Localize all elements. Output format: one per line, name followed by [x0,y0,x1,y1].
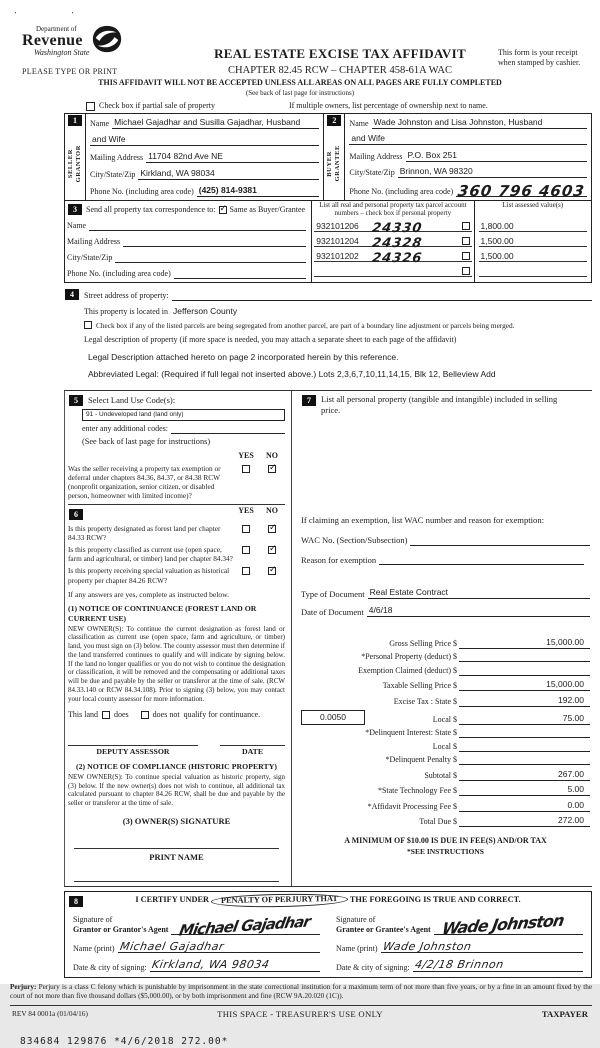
please-type-or-print: PLEASE TYPE OR PRINT [22,67,118,76]
personal-property-checkbox-4[interactable] [462,267,470,275]
forest-no-checkbox[interactable] [268,525,276,533]
seller-city-label: City/State/Zip [90,170,136,180]
additional-codes-field[interactable] [171,425,285,434]
left-column [64,391,292,886]
form-revision-number: REV 84 0001a (01/04/16) [12,1009,88,1019]
does-checkbox[interactable] [102,711,110,719]
personal-property-checkbox-1[interactable] [462,222,470,230]
check-mark: ✓ [219,203,228,214]
corr-city-label: City/State/Zip [67,253,113,263]
excise-tax-state-field[interactable]: 192.00 [459,695,590,707]
perjury-notice: Perjury: Perjury is a class C felony which is punishable by imprisonment in the state correctional institution for a maximum term of not more than five years, or by a fine in an amount fixed by the court of not more than five thousand dollars ($5,000.00), or by both imprisonment and fine (RCW 9A.20.020 (1C)). [10,983,592,1006]
certification-section [64,891,592,978]
corr-phone-label: Phone No. (including area code) [67,269,171,279]
deputy-assessor-label: DEPUTY ASSESSOR [96,747,170,757]
logo-department-of: Department of [36,25,77,33]
deputy-assessor-row [68,736,285,757]
section-6-number: 6 [69,509,83,520]
assessed-value-row[interactable]: 1,500.00 [479,247,587,262]
check-mark: ✓ [269,523,277,534]
partial-sale-label: Check box if partial sale of property [99,101,215,111]
continuance-qualify-row: This land does does not qualify for continuance. [68,710,261,720]
money-row-subtotal: Subtotal $ 267.00 [301,769,590,781]
section-8-number: 8 [69,896,83,907]
exemption-question-row [68,464,285,500]
cashier-stamp: 834684 129876 *4/6/2018 272.00* [20,1036,229,1048]
section-2-number: 2 [327,115,341,126]
land-use-select[interactable]: 91 - Undeveloped land (land only) [82,409,285,421]
grantor-signature: Michael Gajadhar [178,912,312,940]
buyer-city-label: City/State/Zip [349,167,395,177]
document-date-label: Date of Document [301,606,364,617]
segregated-label: Check box if any of the listed parcels are being segregated from another parcel, are part of a boundary line adjustment or parcels being merged. [96,320,515,330]
wac-number-label: WAC No. (Section/Subsection) [301,535,408,546]
seller-grantor-side-label: SELLER GRANTOR [66,144,82,183]
grantee-signature-field[interactable] [434,910,583,939]
parcel-row: 932101204 24328 [314,232,471,247]
exemption-reason-field[interactable] [379,556,584,565]
total-due-field[interactable]: 272.00 [459,815,590,827]
if-yes-note: If any answers are yes, complete as instructed below. [68,589,230,599]
personal-property-note: List all personal property (tangible and intangible) included in selling price. [321,394,558,415]
money-row-delinquent-penalty: *Delinquent Penalty $ [301,755,590,765]
money-row-taxable: Taxable Selling Price $ 15,000.00 [301,679,590,691]
receipt-note: This form is your receipt when stamped by cashier. [498,48,581,68]
exemption-yes-checkbox[interactable] [242,465,250,473]
scan-artifact-dots: ‧ ‧ [14,8,100,18]
handwritten-parcel: 24326 [371,250,424,266]
subtotal-field[interactable]: 267.00 [459,769,590,781]
certify-statement: I CERTIFY UNDER PENALTY OF PERJURY THAT THE FOREGOING IS TRUE AND CORRECT. [73,894,583,907]
send-correspondence-label: Send all property tax correspondence to: [86,204,216,214]
corr-mailing-field[interactable] [123,238,306,247]
grantor-date-city-field[interactable]: Kirkland, WA 98034 [150,957,320,972]
grantee-signature: Wade Johnston [440,910,565,939]
seller-phone-label: Phone No. (including area code) [90,187,194,197]
does-not-checkbox[interactable] [141,711,149,719]
delinquent-penalty-field[interactable] [459,755,590,765]
see-back-instructions: (See back of last page for instructions) [82,437,211,447]
street-address-label: Street address of property: [84,291,169,301]
handwritten-parcel: 24328 [371,235,424,251]
parties-box [64,113,592,283]
historic-yes-checkbox[interactable] [242,567,250,575]
historic-no-checkbox[interactable] [268,567,276,575]
treasurer-use-label: THIS SPACE - TREASURER'S USE ONLY [217,1009,383,1020]
parcel-header: List all real and personal property tax parcel account numbers – check box if personal property [319,201,467,218]
exemption-question: Was the seller receiving a property tax exemption or deferral under chapters 84.36, 84.37, or 84.38 RCW (nonprofit organization, senior citizen, or disabled person, homeowner with limited income)? [68,463,221,500]
buyer-grantee-side-label: BUYER GRANTEE [326,145,342,182]
state-technology-fee-field[interactable]: 5.00 [459,784,590,796]
multiple-owners-note: If multiple owners, list percentage of ownership next to name. [288,101,488,111]
yes-no-header: YES NO [238,506,278,516]
seller-name-field[interactable]: Michael Gajadhar and Susilla Gajadhar, Husband [112,117,319,129]
delinquent-interest-state-field[interactable] [459,728,590,738]
taxable-selling-price-field[interactable]: 15,000.00 [459,679,590,691]
land-use-section [68,394,285,500]
exemption-no-checkbox[interactable] [268,462,277,473]
see-instructions-note: *SEE INSTRUCTIONS [407,847,484,857]
tax-correspondence-section [65,201,312,282]
seller-mailing-field[interactable]: 11704 82nd Ave NE [146,151,319,163]
money-row-exemption: Exemption Claimed (deduct) $ [301,666,590,676]
buyer-mailing-label: Mailing Address [349,151,403,161]
money-row-personal-property: *Personal Property (deduct) $ [301,652,590,662]
grantee-name-field[interactable]: Wade Johnston [381,939,583,954]
grantee-signature-block: Signature of Grantee or Grantee's Agent Wade Johnston Name (print) Wade Johnston Date & city of signing: 4/2/18 Brinnon [336,911,583,972]
assessed-values-header: List assessed value(s) [502,201,564,210]
personal-property-checkbox-3[interactable] [462,252,470,260]
seller-name-label: Name [90,119,110,129]
dor-swirl-icon [91,24,123,54]
corr-name-field[interactable] [89,222,306,231]
wac-number-field[interactable] [410,537,590,546]
grantor-name-field[interactable]: Michael Gajadhar [118,939,320,954]
buyer-name-label: Name [349,119,369,129]
additional-codes-label: enter any additional codes: [82,424,168,434]
print-name-field[interactable] [74,881,279,882]
seller-name-field-line2[interactable]: and Wife [90,134,319,146]
grantor-signature-field[interactable] [171,912,320,940]
form-title: REAL ESTATE EXCISE TAX AFFIDAVIT [214,46,466,61]
money-row-excise-local: 0.0050 Local $ 75.00 [301,710,590,725]
grantor-signature-block: Signature of Grantor or Grantor's Agent Michael Gajadhar Name (print) Michael Gajadhar Date & city of signing: Kirkland, WA 98034 [73,911,320,972]
section-7-number: 7 [302,395,316,406]
deputy-assessor-date-field[interactable] [220,736,285,746]
section-3-number: 3 [68,204,82,215]
parcel-row: 932101202 24326 [314,247,471,262]
legal-description-value[interactable]: Legal Description attached hereto on page 2 incorporated herein by this reference. [88,351,399,362]
same-as-buyer-label: Same as Buyer/Grantee [229,204,306,214]
corr-mailing-label: Mailing Address [67,237,121,247]
buyer-city-field[interactable]: Brinnon, WA 98320 [398,166,587,178]
land-use-title: Select Land Use Code(s): [88,395,176,406]
deputy-assessor-signature-field[interactable] [68,736,198,746]
partial-sale-checkbox[interactable] [86,102,95,111]
form-footer [12,1009,588,1020]
parcel-row: 932101206 24330 [314,217,471,232]
money-row-processing-fee: *Affidavit Processing Fee $ 0.00 [301,800,590,812]
acceptance-warning: THIS AFFIDAVIT WILL NOT BE ACCEPTED UNLESS ALL AREAS ON ALL PAGES ARE FULLY COMPLETED [98,78,502,88]
money-row-delinquent-interest-local: Local $ [301,742,590,752]
assessed-value-row[interactable] [479,262,587,277]
grantee-date-city-label: Date & city of signing: [336,962,410,972]
buyer-section [324,114,591,200]
minimum-fee-note: A MINIMUM OF $10.00 IS DUE IN FEE(S) AND/OR TAX [344,836,547,846]
delinquent-interest-local-field[interactable] [459,742,590,752]
exemption-reason-label: Reason for exemption [301,554,377,565]
current-use-question-row: Is this property classified as current use (open space, farm and agricultural, or timber) land per chapter 84.34? ✓ [68,544,277,564]
seller-phone-field[interactable]: (425) 814-9381 [197,185,320,197]
dor-logo-block [22,26,182,77]
notice-continuance-title: (1) NOTICE OF CONTINUANCE (FOREST LAND OR CURRENT USE) [68,604,257,623]
handwritten-parcel: 24330 [371,220,424,236]
corr-city-field[interactable] [115,254,306,263]
local-rate-box[interactable]: 0.0050 [301,710,365,725]
ink-oval: PENALTY OF PERJURY THAT [211,893,348,909]
exemption-claimed-field[interactable] [459,666,590,676]
current-use-yes-checkbox[interactable] [242,546,250,554]
grantee-name-label: Name (print) [336,943,378,953]
excise-tax-local-field[interactable]: 75.00 [459,713,590,725]
street-address-field[interactable] [172,292,592,301]
seller-section [65,114,324,200]
logo-revenue: Revenue [22,32,83,49]
check-mark: ✓ [269,544,277,555]
tax-computation-section [292,391,592,886]
corr-phone-field[interactable] [174,270,306,279]
money-row-excise-state: Excise Tax : State $ 192.00 [301,695,590,707]
property-location-section [64,288,592,380]
legal-description-label: Legal description of property (if more space is needed, you may attach a separate sheet to each page of the affidavit) [84,334,457,344]
logo-washington-state: Washington State [34,48,90,57]
middle-columns [64,390,592,887]
assessed-value-row[interactable]: 1,800.00 [479,217,587,232]
segregated-checkbox[interactable] [84,321,92,329]
buyer-mailing-field[interactable]: P.O. Box 251 [406,150,587,162]
dor-logo [22,26,182,57]
notice-compliance-body: NEW OWNER(S): To continue special valuation as historic property, sign (3) below. If the new owner(s) does not wish to continue, all additional tax calculated pursuant to chapter 84.26 RCW, shall be due and payable by the seller or transferor at the time of sale. [68,772,285,808]
grantor-date-city-label: Date & city of signing: [73,962,147,972]
current-use-no-checkbox[interactable] [268,546,276,554]
exemption-claim-note: If claiming an exemption, list WAC number and reason for exemption: [301,515,545,526]
date-label: DATE [241,747,264,757]
money-row-delinquent-interest-state: *Delinquent Interest: State $ [301,728,590,738]
money-row-total-due: Total Due $ 272.00 [301,815,590,827]
section-1-number: 1 [68,115,82,126]
grantee-date-city-field[interactable]: 4/2/18 Brinnon [413,957,583,972]
document-type-field[interactable]: Real Estate Contract [368,587,590,599]
owners-signature-label: (3) OWNER(S) SIGNATURE [122,815,231,826]
taxpayer-copy-label: TAXPAYER [541,1009,588,1020]
affidavit-processing-fee-field[interactable]: 0.00 [459,800,590,812]
money-row-gross: Gross Selling Price $ 15,000.00 [301,637,590,649]
owners-signature-field[interactable] [74,848,279,849]
classification-section [68,504,285,882]
located-in-value[interactable]: Jefferson County [172,306,238,317]
historic-question-row: Is this property receiving special valuation as historical property per chapter 84.26 RCW? ✓ [68,565,277,585]
corr-name-label: Name [67,221,87,231]
notice-compliance-title: (2) NOTICE OF COMPLIANCE (HISTORIC PROPERTY) [76,762,277,772]
document-type-label: Type of Document [301,588,365,599]
personal-property-checkbox-2[interactable] [462,237,470,245]
document-date-field[interactable]: 4/6/18 [367,605,590,617]
see-back-note: (See back of last page for instructions) [245,89,355,98]
check-mark: ✓ [269,565,277,576]
parcel-list [312,201,591,282]
seller-mailing-label: Mailing Address [90,153,144,163]
located-in-label: This property is located in [84,306,168,316]
money-row-tech-fee: *State Technology Fee $ 5.00 [301,784,590,796]
print-name-label: PRINT NAME [149,852,204,863]
form-subtitle: CHAPTER 82.45 RCW – CHAPTER 458-61A WAC [228,65,452,77]
section-5-number: 5 [69,395,83,406]
same-as-buyer-checkbox[interactable] [219,203,228,214]
section-4-number: 4 [65,289,79,300]
gross-selling-price-field[interactable]: 15,000.00 [459,637,590,649]
abbreviated-legal-value[interactable]: Abbreviated Legal: (Required if full legal not inserted above.) Lots 2,3,6,7,10,11,14,15, Blk 12, Belleview Add [88,369,496,380]
check-mark: ✓ [269,462,277,473]
buyer-phone-label: Phone No. (including area code) [349,187,454,197]
forest-yes-checkbox[interactable] [242,525,250,533]
notice-continuance-body: NEW OWNER(S): To continue the current designation as forest land or classification as current use (open space, farm and agriculture, or timber) land, you must sign on (3) below. The county assessor must then determine if the land transferred continues to qualify and will indicate by signing below. If the land no longer qualifies or you do not wish to continue the designation or classification, it will be removed and the compensating or additional taxes will be due and payable by the seller or transferor at the time of sale. (RCW 84.33.140 or RCW 84.34.108). Prior to signing (3) below, you may contact your local county assessor for more information. [68,624,285,703]
forest-land-question-row: Is this property designated as forest land per chapter 84.33 RCW? ✓ [68,523,277,543]
buyer-name-field[interactable]: Wade Johnston and Lisa Johnston, Husband [372,117,587,129]
grantor-name-label: Name (print) [73,943,115,953]
seller-city-field[interactable]: Kirkland, WA 98034 [138,168,319,180]
assessed-value-row[interactable]: 1,500.00 [479,232,587,247]
personal-property-deduct-field[interactable] [459,652,590,662]
buyer-phone-field[interactable]: 360 796 4603 [456,182,587,201]
buyer-name-field-line2[interactable]: and Wife [349,133,587,145]
yes-no-header: YES NO [238,450,278,460]
